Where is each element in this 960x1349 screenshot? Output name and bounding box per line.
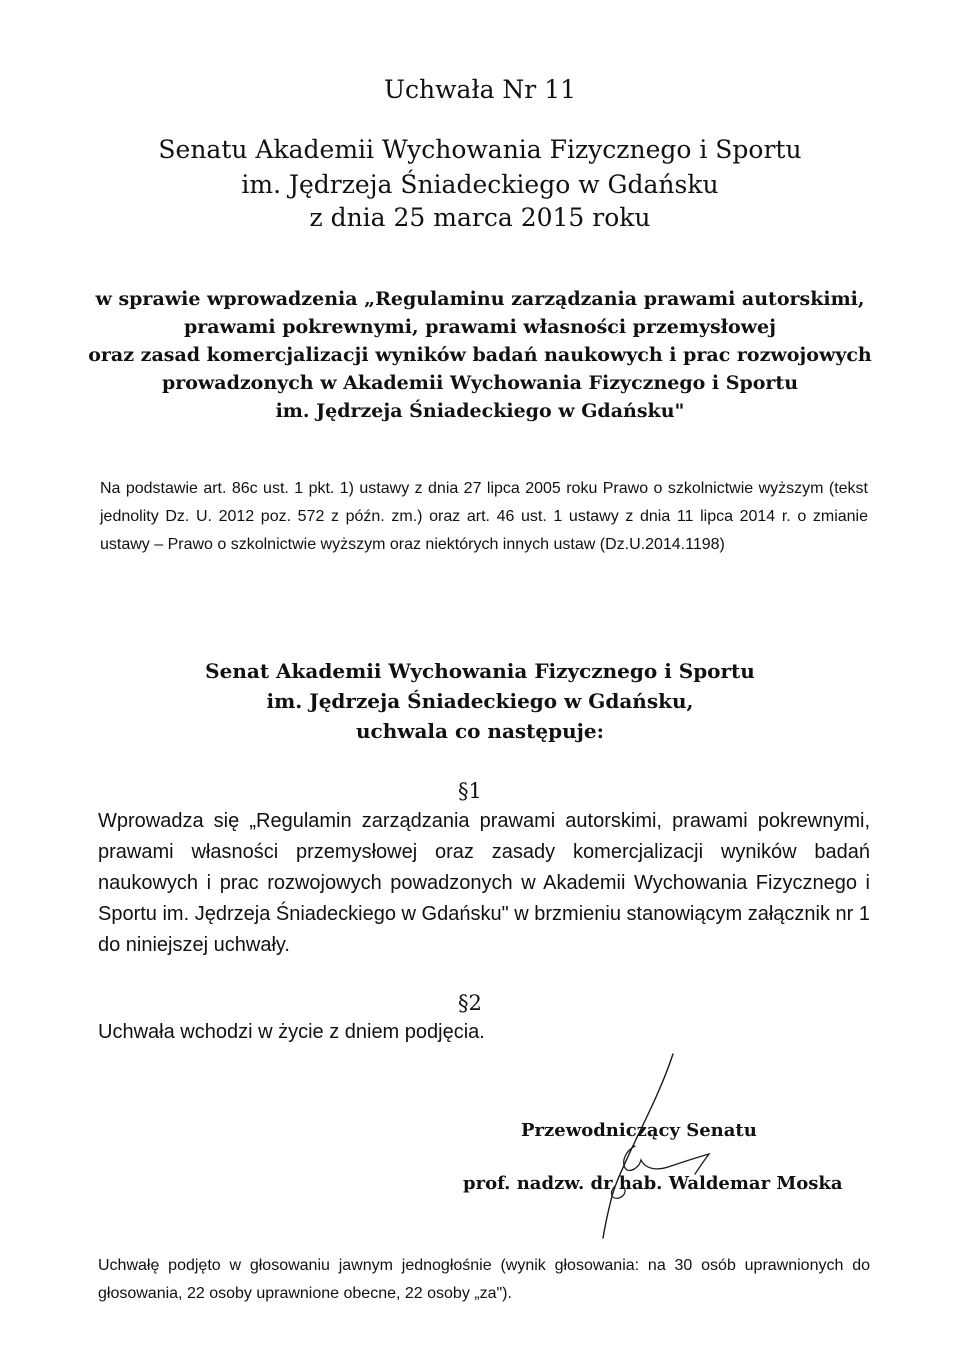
resolution-date: z dnia 25 marca 2015 roku — [309, 203, 651, 232]
subject-line-5: im. Jędrzeja Śniadeckiego w Gdańsku" — [275, 400, 685, 422]
senate-line-2: im. Jędrzeja Śniadeckiego w Gdańsku, — [266, 689, 694, 713]
subject-line-2: prawami pokrewnymi, prawami własności przemysłowej — [184, 316, 776, 338]
senate-line-3: uchwala co następuje: — [355, 719, 605, 743]
voting-note: Uchwałę podjęto w głosowaniu jawnym jednogłośnie (wynik głosowania: na 30 osób uprawnionych do głosowania, 22 osoby uprawnione obecne, 22 osoby „za"). — [98, 1257, 870, 1302]
subject-line-3: oraz zasad komercjalizacji wyników badań naukowych i prac rozwojowych — [88, 344, 872, 366]
senate-line-1: Senat Akademii Wychowania Fizycznego i Sportu — [205, 659, 755, 683]
legal-basis-paragraph: Na podstawie art. 86c ust. 1 pkt. 1) ustawy z dnia 27 lipca 2005 roku Prawo o szkolnictwie wyższym (tekst jednolity Dz. U. 2012 poz. 572 z późn. zm.) oraz art. 46 ust. 1 ustawy z dnia 11 lipca 2014 r. o zmianie ustawy – Prawo o szkolnictwie wyższym oraz niektórych innych ustaw (Dz.U.2014.1198) — [100, 480, 868, 553]
section-2-text: Uchwała wchodzi w życie z dniem podjęcia. — [98, 1021, 485, 1043]
signatory-role: Przewodniczący Senatu — [521, 1120, 757, 1141]
section-2-mark: §2 — [458, 991, 482, 1015]
section-1-text: Wprowadza się „Regulamin zarządzania prawami autorskimi, prawami pokrewnymi, prawami własności przemysłowej oraz zasady komercjalizacji wyników badań naukowych i prac rozwojowych powadzonych w Akademii Wychowania Fizycznego i Sportu im. Jędrzeja Śniadeckiego w Gdańsku" w brzmieniu stanowiącym załącznik nr 1 do niniejszej uchwały. — [98, 810, 870, 956]
issuer-line: Senatu Akademii Wychowania Fizycznego i Sportu — [158, 135, 802, 164]
handwritten-signature — [575, 1050, 735, 1240]
resolution-title: Uchwała Nr 11 — [383, 75, 577, 104]
subject-line-1: w sprawie wprowadzenia „Regulaminu zarządzania prawami autorskimi, — [95, 288, 865, 310]
subject-line-4: prowadzonych w Akademii Wychowania Fizycznego i Sportu — [161, 372, 799, 394]
section-1-mark: §1 — [458, 779, 482, 803]
issuer-name-line: im. Jędrzeja Śniadeckiego w Gdańsku — [241, 170, 719, 199]
signatory-name: prof. nadzw. dr hab. Waldemar Moska — [463, 1173, 843, 1194]
